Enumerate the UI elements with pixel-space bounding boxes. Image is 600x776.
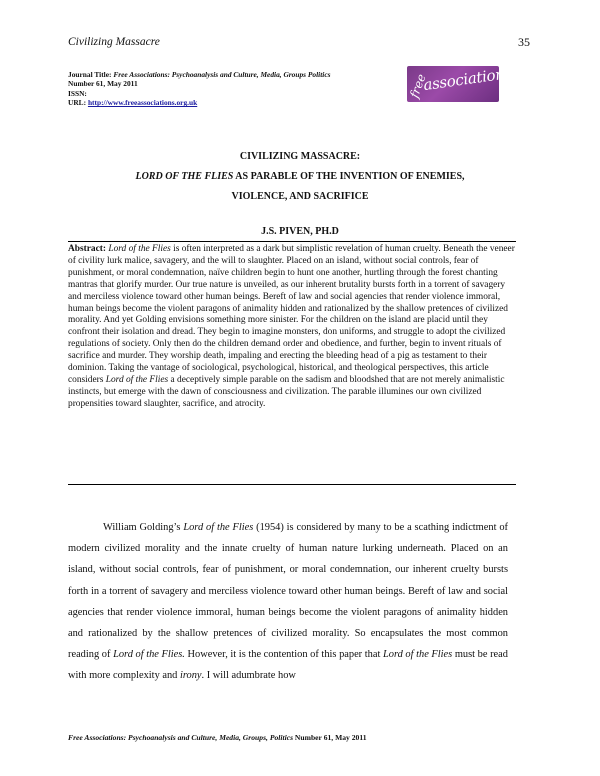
logo-word-free: free xyxy=(407,72,429,100)
journal-title-value: Free Associations: Psychoanalysis and Culture, Media, Groups Politics xyxy=(113,70,331,79)
journal-url-link[interactable]: http://www.freeassociations.org.uk xyxy=(87,98,198,108)
footer-issue: Number 61, May 2011 xyxy=(293,733,367,742)
body-book-title: Lord of the Flies xyxy=(183,522,254,533)
abstract-book-title-1: Lord of the Flies xyxy=(108,244,171,254)
author-name: J.S. PIVEN, PH.D xyxy=(261,226,339,237)
body-text-run: William Golding’s xyxy=(103,522,184,533)
journal-info xyxy=(68,70,330,108)
journal-number: Number 61, May 2011 xyxy=(68,79,138,89)
abstract-text-1: is often interpreted as a dark but simplistic revelation of human cruelty. Beneath the veneer of civility lurk malice, savagery, and the will to slaughter. Placed on an island, without social controls, fear of punishment, or moral condemnation, naïve children begin to hunt one another, hurtling through the forest chanting mantras that glorify murder. Our true nature is unveiled, as our inherent brutality bursts forth in a torrent of savagery and merciless violence toward other human beings. Bereft of law and social agencies that render violence immoral, human beings become the violent paragons of animality hidden and rationalized by the shallow pretences of civilized morality. And yet Golding envisions something more sinister. For the children on the island are placid until they confront their isolation and dread. They begin to imagine monsters, don uniforms, and struggle to adopt the civilized regulations of society. Only then do the children demand order and obedience, and further, begin to invent rituals of sacrifice and murder. They worship death, impaling and erecting the bleeding head of a pig as testament to their dominion. Taking the vantage of sociological, psychological, historical, and theological perspectives, this article considers xyxy=(68,244,515,385)
title-line-2 xyxy=(0,171,600,182)
title-book-name: LORD OF THE FLIES xyxy=(135,171,234,182)
journal-url-line xyxy=(68,98,330,107)
body-book-title: Lord of the Flies xyxy=(382,649,453,661)
body-text-run: (1954) is considered by many to be a scathing indictment of modern civilized morality and the innate cruelty of human nature lurking underneath. Placed on an island, without social controls, fear of punishment, or moral condemnation, our inherent cruelty bursts forth in a torrent of savagery and merciless violence toward other human beings. Bereft of law and social agencies that render violence immoral, human beings become the violent paragons of animality hidden and rationalized by the shallow pretences of civilized morality. So encapsulates the most common reading of xyxy=(68,522,508,661)
body-paragraph xyxy=(68,517,508,687)
body-text-run: However, it is the contention of this paper that xyxy=(184,649,383,661)
body-text-run: . I will adumbrate how xyxy=(201,670,296,682)
abstract-book-title-2: Lord of the Flies xyxy=(105,374,169,385)
title-line-3: VIOLENCE, AND SACRIFICE xyxy=(231,191,369,202)
free-associations-logo xyxy=(407,63,513,102)
title-line-2-rest: AS PARABLE OF THE INVENTION OF ENEMIES, xyxy=(233,171,465,182)
page-number: 35 xyxy=(518,35,530,49)
abstract-box xyxy=(68,241,516,485)
abstract-label: Abstract: xyxy=(68,244,107,254)
title-line-1: CIVILIZING MASSACRE: xyxy=(239,151,361,162)
body-text xyxy=(68,517,508,687)
journal-title-line xyxy=(68,70,330,79)
page-footer xyxy=(68,733,367,742)
journal-title-label: Journal Title: xyxy=(68,70,112,79)
journal-url-label: URL: xyxy=(68,98,87,108)
footer-journal-name: Free Associations: Psychoanalysis and Culture, Media, Groups, Politics xyxy=(68,733,294,742)
body-italic-word: irony xyxy=(179,670,202,682)
journal-issn: ISSN: xyxy=(68,88,87,98)
running-header: Civilizing Massacre xyxy=(68,36,160,48)
body-book-title: Lord of the Flies. xyxy=(113,649,185,661)
logo-word-associations: associations xyxy=(422,63,513,95)
body-text-run: must be read with more complexity and xyxy=(68,649,508,682)
abstract-text-2: a deceptively simple parable on the sadism and bloodshed that are not merely animalistic instincts, but emerge with the dawn of consciousness and civilization. The parable illumines our own civilized propensities toward slaughter, sacrifice, and atrocity. xyxy=(68,374,505,409)
